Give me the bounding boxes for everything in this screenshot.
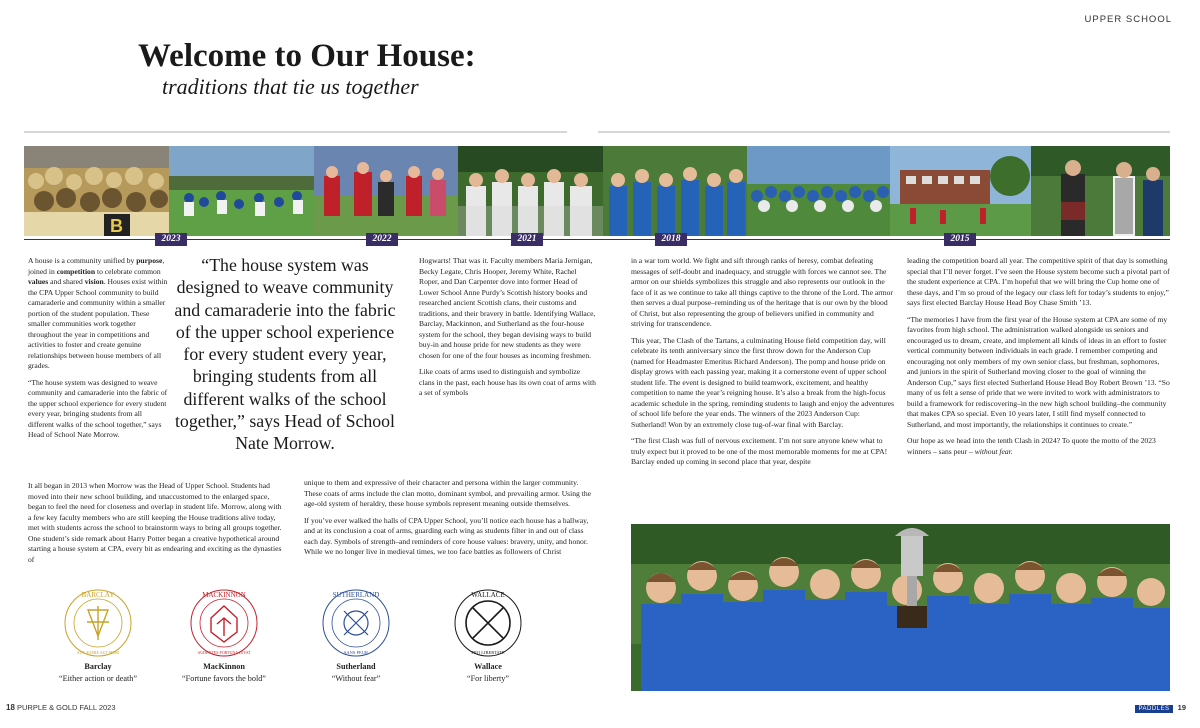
year-tag-2023: 2023	[155, 233, 187, 246]
quote-paragraph: “The house system was designed to weave community and camaraderie into the fabric of the upper school experience for every student every year, bringing students from all different walks of the school together,” says Head of School Nate Morrow.	[28, 377, 168, 439]
sutherland-crest-icon	[321, 588, 391, 658]
chase-smith-paragraph: leading the competition board all year. The competitive spirit of that day is something special that I’ll never forget. I’ve seen the House system become such a pivotal part of the student experience at CPA. I’m hopeful that we will bring the Cup home one of these days, and I’m so proud of the legacy our class left for today’s students to enjoy,” says first elected Barclay House Head Boy Chase Smith ’13.	[907, 256, 1170, 307]
photo-strip	[24, 146, 1170, 236]
first-clash-paragraph: “The first Clash was full of nervous excitement. I’m not sure anyone knew what to truly expect but it proved to be one of the most memorable moments for me at CPA! Barclay ended up coming in second place that year, despite	[631, 436, 888, 466]
barclay-crest-icon	[63, 588, 133, 658]
armor-paragraph: in a war torn world. We fight and sift through ranks of heresy, combat defeating messages of self-doubt and inadequacy, and struggle with forces we cannot see. The armor on our shields symbolizes this struggle and also represents our outlook in the face of it as we continue to take all things captive to the throne of the Lord. The armor then serves a dual purpose–reminding us of the heritage that is our own by the blood of Christ, but also representing the group of believers unified in community and striving for transcendence.	[631, 256, 893, 328]
crest-ring-sub: PRO LIBERTATE	[471, 650, 505, 655]
crest-ring-sub: SANS PEUR	[343, 650, 369, 655]
publication-logo: PADDLES	[1135, 705, 1172, 713]
house-motto-wallace: “For liberty”	[466, 674, 510, 683]
robert-brown-paragraph: “The memories I have from the first year of the House system at CPA are some of my favorites from high school. The administration walked alongside us seniors and encouraged us to dream, create, and implement all kinds of ideas in an effort to foster vertical community between individuals in each grade. I remember competing and encouraging not only members of my own senior class, but freshman, sophomores, and juniors in the spirit of Sutherland moving closer to the goal of winning the Anderson Cup,” says first elected Sutherland House Head Boy Robert Brown ’13. “So many of us felt a sense of pride that we were invited to work with administrators to build a framework for rediscovering–in the new high school building–the community that makes CPA so special. Even 10 years later, I still find myself connected to Sutherland, and most importantly, the relationships it continues to create.”	[907, 314, 1170, 429]
photo-2022-field	[169, 146, 314, 236]
svg-text:B: B	[110, 216, 123, 236]
halls-paragraph: If you’ve ever walked the halls of CPA Upper School, you’ll notice each house has a hallway, and at its conclusion a coat of arms, guarding each wing as students filter in and out of class each day. Symbols of strength–and reminders of core house values: bravery, unity, and honor. While we no longer live in medieval times, we too face battles as followers of Christ	[304, 515, 589, 556]
crest-ring-text: MACKINNON	[202, 591, 246, 599]
timeline-bar	[24, 233, 1170, 245]
crest-ring-sub: AUDENTES FORTUNA JUVAT	[197, 650, 251, 655]
photo-2022-students	[314, 146, 458, 236]
article-column-2-lower	[304, 478, 598, 564]
title-rule-left	[24, 131, 567, 133]
house-name-mackinnon: MacKinnon	[203, 662, 245, 671]
photo-2021-group	[458, 146, 603, 236]
photo-2015-school	[890, 146, 1031, 236]
photo-2015-crowd	[747, 146, 890, 236]
house-motto-mackinnon: “Fortune favors the bold”	[182, 674, 266, 683]
article-column-1	[28, 256, 168, 447]
crest-ring-text: BARCLAY	[81, 591, 115, 599]
closing-paragraph: Our hope as we head into the tenth Clash in 2024? To quote the motto of the 2023 winners – sans peur – without fear.	[907, 436, 1156, 456]
coats-of-arms-paragraph: Like coats of arms used to distinguish and symbolize clans in the past, each house has its own coat of arms with a set of symbols	[419, 367, 596, 397]
pull-quote: “The house system was designed to weave community and camaraderie into the fabric of the upper school experience for every student every year, bringing students from all different walks of the school together,” says Head of School Nate Morrow.	[174, 255, 396, 454]
house-motto-barclay: “Either action or death”	[59, 674, 137, 683]
house-name-sutherland: Sutherland	[336, 662, 376, 671]
symbols-paragraph: unique to them and expressive of their character and persona within the larger community. These coats of arms include the clan motto, dominant symbol, and prevailing armor. Using the age-old system of heraldry, these house symbols represent meaning outside themselves.	[304, 478, 592, 508]
section-label: UPPER SCHOOL	[1084, 14, 1172, 25]
clash-paragraph: This year, The Clash of the Tartans, a culminating House field competition day, will celebrate its tenth anniversary since the first throw down for the Anderson Cup (named for Headmaster Emeritus Richard Anderson). The pomp and house pride on display grows with each passing year, making it a cornerstone event of upper school student life. The event is designed to build teamwork, excitement, and healthy competition to name the year’s reigning house. It’s also a break from the high-focus academic schedule in the spring, reminding students to laugh and enjoy the adventures of school life before the year ends. The winners of the 2023 Anderson Cup: Sutherland! Won by an extremely close tug-of-war final with Barclay.	[631, 335, 894, 429]
crest-ring-text: SUTHERLAND	[332, 591, 380, 599]
crest-ring-sub: AUT AGERE AUT MORI	[76, 650, 120, 655]
house-name-wallace: Wallace	[474, 662, 502, 671]
page-title: Welcome to Our House:	[138, 38, 476, 74]
article-column-2	[419, 256, 597, 405]
year-tag-2021: 2021	[511, 233, 543, 246]
crest-ring-text: WALLACE	[471, 591, 505, 599]
page-subtitle: traditions that tie us together	[162, 74, 419, 99]
wallace-crest-icon	[453, 588, 523, 658]
article-column-1-lower	[28, 481, 284, 571]
footer-right	[1135, 703, 1186, 713]
mackinnon-crest-icon	[189, 588, 259, 658]
article-column-3	[631, 256, 895, 474]
article-column-4	[907, 256, 1172, 463]
history-paragraph: It all began in 2013 when Morrow was the Head of Upper School. Students had moved into their new school building, and unaccustomed to the enlarged space, began to feel the need for closeness and overlap in student life. Morrow, along with a few key faculty members who are still keeping the House traditions alive today, met with students across the school to brainstorm ways to bring all groups together. One student’s side remark about Harry Potter began a creative hypothetical around starting a house system at CPA, every bit as endearing and exciting as the dynasties of	[28, 481, 282, 564]
footer-left	[6, 703, 116, 712]
year-tag-2015: 2015	[944, 233, 976, 246]
year-tag-2022: 2022	[366, 233, 398, 246]
photo-2023-crowd	[24, 146, 169, 236]
photo-2015-bagpiper	[1031, 146, 1170, 236]
page-number-right: 19	[1177, 703, 1186, 712]
year-tag-2018: 2018	[655, 233, 687, 246]
house-name-barclay: Barclay	[84, 662, 112, 671]
publication-name: PURPLE & GOLD FALL 2023	[17, 703, 116, 712]
title-rule-right	[598, 131, 1170, 133]
sutherland-team-photo	[631, 524, 1170, 691]
page-number-left: 18	[6, 703, 15, 712]
photo-2018-group	[603, 146, 747, 236]
house-motto-sutherland: “Without fear”	[331, 674, 381, 683]
intro-paragraph: A house is a community unified by purpose, joined in competition to celebrate common values and shared vision. Houses exist within the CPA Upper School community to build camaraderie and community within a smaller portion of the student population. These smaller communities work together throughout the year in competitions and activities to foster and create genuine relationships between house members of all grades.	[28, 256, 168, 370]
hogwarts-paragraph: Hogwarts! That was it. Faculty members Maria Jernigan, Becky Legate, Chris Hooper, Jeremy White, Rachel Roper, and Dan Carpenter dove into former Head of Lower School Anne Purdy’s Scottish history books and researched ancient Scottish clans, their customs and traditions, and their bravery in battle. Identifying Wallace, Barclay, Mackinnon, and Sutherland as the four-house system for the school, they began devising ways to build buy-in and house pride for new students as they were chosen for one of the four houses as incoming freshmen.	[419, 256, 596, 360]
